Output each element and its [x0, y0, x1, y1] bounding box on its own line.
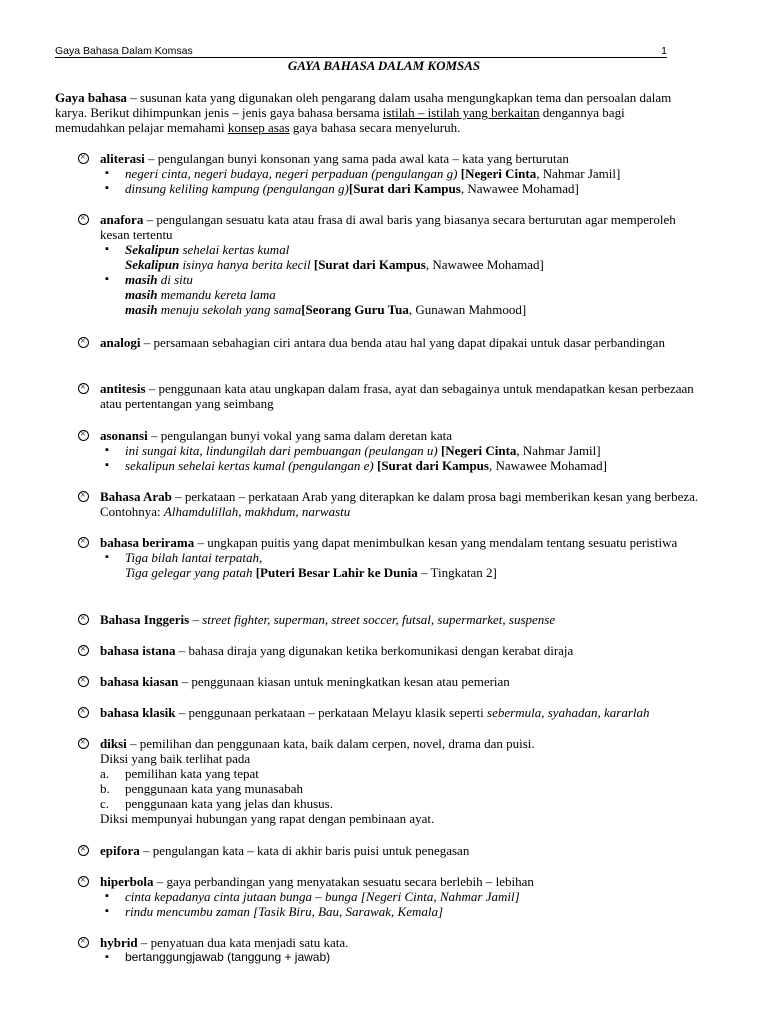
example-line: masih menuju sekolah yang sama[Seorang Guru Tua, Gunawan Mahmood]: [125, 302, 527, 317]
intro-underline-1: istilah – istilah yang berkaitan: [382, 105, 540, 120]
entry-diksi: [80, 736, 700, 826]
bullet-icon: [78, 337, 89, 348]
bullet-icon: [78, 707, 89, 718]
example-line: ▪ cinta kepadanya cinta jutaan bunga – bunga [Negeri Cinta, Nahmar Jamil]: [125, 889, 700, 904]
example: sebermula, syahadan, kararlah: [487, 705, 650, 720]
term: bahasa kiasan: [100, 674, 179, 689]
list-item: c. penggunaan kata yang jelas dan khusus.: [100, 796, 333, 811]
term: bahasa istana: [100, 643, 176, 658]
example-line: ▪ dinsung keliling kampung (pengulangan g)[Surat dari Kampus, Nawawee Mohamad]: [125, 181, 700, 196]
term: diksi: [100, 736, 127, 751]
term: Bahasa Inggeris: [100, 612, 190, 627]
list-item: a. pemilihan kata yang tepat: [100, 766, 259, 781]
intro-term: Gaya bahasa: [55, 90, 127, 105]
definition: –: [189, 612, 203, 627]
bullet-icon: [78, 383, 89, 394]
entry-bahasa-berirama: [80, 535, 700, 580]
definition: – penggunaan kiasan untuk meningkatkan kesan atau pemerian: [178, 674, 510, 689]
bullet-icon: [78, 738, 89, 749]
intro-paragraph: [55, 90, 695, 135]
bullet-icon: [78, 845, 89, 856]
example-line: ▪ masih di situ: [125, 272, 700, 287]
term: bahasa klasik: [100, 705, 176, 720]
bullet-icon: [78, 676, 89, 687]
entry-asonansi: [80, 428, 700, 473]
entry-bahasa-klasik: [80, 705, 700, 720]
entry-antitesis: [80, 381, 700, 411]
intro-text-3: gaya bahasa secara menyeluruh.: [289, 120, 461, 135]
definition: – bahasa diraja yang digunakan ketika berkomunikasi dengan kerabat diraja: [175, 643, 574, 658]
running-header: [55, 45, 667, 58]
example-line: ▪ bertanggungjawab (tanggung + jawab): [125, 950, 700, 965]
definition: – pemilihan dan penggunaan kata, baik dalam cerpen, novel, drama dan puisi.: [126, 736, 535, 751]
example-line: ▪ ini sungai kita, lindungilah dari pembuangan (peulangan u) [Negeri Cinta, Nahmar Jamil]: [125, 443, 700, 458]
term: bahasa berirama: [100, 535, 195, 550]
definition: – pengulangan sesuatu kata atau frasa di awal baris yang biasanya secara berturutan agar memperoleh kesan tertentu: [100, 212, 676, 242]
entry-bahasa-arab: [80, 489, 700, 519]
example: street fighter, superman, street soccer, futsal, supermarket, suspense: [202, 612, 556, 627]
entry-hybrid: [80, 935, 700, 965]
term: Bahasa Arab: [100, 489, 172, 504]
intro-text-2: dengannya bagi memudahkan pelajar memahami: [55, 105, 625, 135]
definition: – persamaan sebahagian ciri antara dua benda atau hal yang dapat dipakai untuk dasar perbandingan: [140, 335, 665, 350]
running-header-title: Gaya Bahasa Dalam Komsas: [55, 45, 193, 57]
page-number: 1: [661, 45, 667, 57]
example-line: ▪ Sekalipun sehelai kertas kumal: [125, 242, 700, 257]
bullet-icon: [78, 491, 89, 502]
bullet-icon: [78, 614, 89, 625]
term: epifora: [100, 843, 140, 858]
intro-underline-2: konsep asas: [227, 120, 290, 135]
list-item: b. penggunaan kata yang munasabah: [100, 781, 303, 796]
entry-bahasa-kiasan: [80, 674, 700, 689]
example-line: ▪ negeri cinta, negeri budaya, negeri perpaduan (pengulangan g) [Negeri Cinta, Nahmar Jamil]: [125, 166, 700, 181]
bullet-icon: [78, 537, 89, 548]
bullet-icon: [78, 153, 89, 164]
term: asonansi: [100, 428, 148, 443]
term: anafora: [100, 212, 144, 227]
example-line: ▪ Tiga bilah lantai terpatah,: [125, 550, 700, 565]
term: analogi: [100, 335, 141, 350]
intro-text-1: – susunan kata yang digunakan oleh pengarang dalam usaha mengungkapkan tema dan persoalan dalam karya. Berikut dihimpunkan jenis – jenis gaya bahasa bersama: [55, 90, 672, 120]
diksi-line: Diksi yang baik terlihat pada: [100, 751, 251, 766]
definition: – perkataan – perkataan Arab yang diterapkan ke dalam prosa bagi memberikan kesan yang berbeza. Contohnya:: [100, 489, 699, 519]
entry-bahasa-istana: [80, 643, 700, 658]
example: Alhamdulillah, makhdum, narwastu: [163, 504, 351, 519]
bullet-icon: [78, 645, 89, 656]
term: hybrid: [100, 935, 138, 950]
bullet-icon: [78, 430, 89, 441]
entry-bahasa-inggeris: [80, 612, 700, 627]
definition: – pengulangan bunyi vokal yang sama dalam deretan kata: [147, 428, 453, 443]
definition: – penggunaan perkataan – perkataan Melayu klasik seperti: [175, 705, 488, 720]
definition: – gaya perbandingan yang menyatakan sesuatu secara berlebih – lebihan: [153, 874, 534, 889]
example-line: ▪ sekalipun sehelai kertas kumal (pengulangan e) [Surat dari Kampus, Nawawee Mohamad]: [125, 458, 700, 473]
example-line: ▪ rindu mencumbu zaman [Tasik Biru, Bau, Sarawak, Kemala]: [125, 904, 700, 919]
entry-anafora: [80, 212, 700, 317]
bullet-icon: [78, 214, 89, 225]
example-line: Tiga gelegar yang patah [Puteri Besar Lahir ke Dunia – Tingkatan 2]: [125, 565, 497, 580]
definition: – pengulangan kata – kata di akhir baris puisi untuk penegasan: [139, 843, 470, 858]
definition: – penyatuan dua kata menjadi satu kata.: [137, 935, 349, 950]
diksi-line: Diksi mempunyai hubungan yang rapat dengan pembinaan ayat.: [100, 811, 435, 826]
entry-epifora: [80, 843, 700, 858]
term: antitesis: [100, 381, 146, 396]
term: aliterasi: [100, 151, 145, 166]
definition: – ungkapan puitis yang dapat menimbulkan kesan yang mendalam tentang sesuatu peristiwa: [194, 535, 678, 550]
example-line: Sekalipun isinya hanya berita kecil [Surat dari Kampus, Nawawee Mohamad]: [125, 257, 544, 272]
term: hiperbola: [100, 874, 154, 889]
definition: – penggunaan kata atau ungkapan dalam frasa, ayat dan sebagainya untuk mendapatkan kesan perbezaan atau pertentangan yang seimbang: [100, 381, 694, 411]
entry-hiperbola: [80, 874, 700, 919]
bullet-icon: [78, 937, 89, 948]
example-line: masih memandu kereta lama: [125, 287, 276, 302]
entry-aliterasi: [80, 151, 700, 196]
bullet-icon: [78, 876, 89, 887]
definition: – pengulangan bunyi konsonan yang sama pada awal kata – kata yang berturutan: [144, 151, 569, 166]
document-title: GAYA BAHASA DALAM KOMSAS: [287, 58, 481, 73]
entry-analogi: [80, 335, 700, 350]
